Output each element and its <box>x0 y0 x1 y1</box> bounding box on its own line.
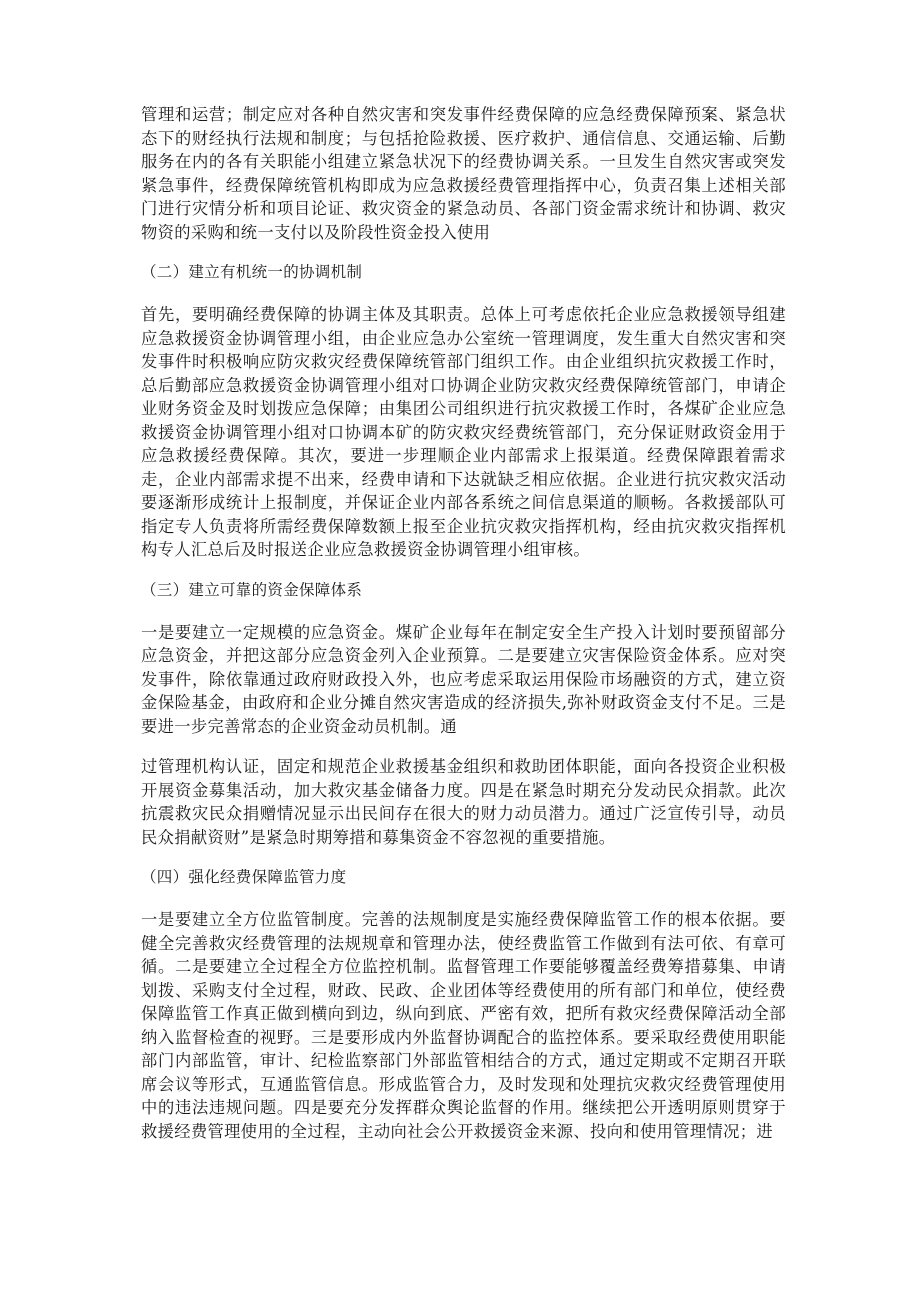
section-heading-supervision: （四）强化经费保障监管力度 <box>141 868 347 886</box>
paragraph-supervision: 一是要建立全方位监管制度。完善的法规制度是实施经费保障监管工作的根本依据。要健全完善救灾经费管理的法规规章和管理办法，使经费监管工作做到有法可依、有章可循。二是要建立全过程全方位监控机制。监督管理工作要能够覆盖经费筹措募集、申请划拨、采购支付全过程，财政、民政、企业团体等经费使用的所有部门和单位，使经费保障监管工作真正做到横向到边，纵向到底、严密有效，把所有救灾经费保障活动全部纳入监督检查的视野。三是要形成内外监督协调配合的监控体系。要采取经费使用职能部门内部监管，审计、纪检监察部门外部监管相结合的方式，通过定期或不定期召开联席会议等形式，互通监管信息。形成监管合力，及时发现和处理抗灾救灾经费管理使用中的违法违规问题。四是要充分发挥群众舆论监督的作用。继续把公开透明原则贯穿于救援经费管理使用的全过程，主动向社会公开救援资金来源、投向和使用管理情况；进 <box>141 910 786 1141</box>
paragraph-emergency-management: 管理和运营；制定应对各种自然灾害和突发事件经费保障的应急经费保障预案、紧急状态下的财经执行法规和制度；与包括抢险救援、医疗救护、通信信息、交通运输、后勤服务在内的各有关职能小组建立紧急状况下的经费协调关系。一旦发生自然灾害或突发紧急事件，经费保障统管机构即成为应急救援经费管理指挥中心，负责召集上述相关部门进行灾情分析和项目论证、救灾资金的紧急动员、各部门资金需求统计和协调、救灾物资的采购和统一支付以及阶段性资金投入使用 <box>141 105 786 242</box>
paragraph-funding-system-part2: 过管理机构认证，固定和规范企业救援基金组织和救助团体职能，面向各投资企业积极开展资金募集活动，加大救灾基金储备力度。四是在紧急时期充分发动民众捐款。此次抗震救灾民众捐赠情况显示出民间存在很大的财力动员潜力。通过广泛宣传引导，动员民众捐献资财”是紧急时期筹措和募集资金不容忽视的重要措施。 <box>141 757 786 847</box>
section-heading-funding-system: （三）建立可靠的资金保障体系 <box>141 580 363 599</box>
paragraph-funding-system-part1: 一是要建立一定规模的应急资金。煤矿企业每年在制定安全生产投入计划时要预留部分应急资金，并把这部分应急资金列入企业预算。二是要建立灾害保险资金体系。应对突发事件，除依靠通过政府财政投入外，也应考虑采取运用保险市场融资的方式，建立资金保险基金，由政府和企业分摊自然灾害造成的经济损失,弥补财政资金支付不足。三是要进一步完善常态的企业资金动员机制。通 <box>141 622 786 736</box>
section-heading-coordination: （二）建立有机统一的协调机制 <box>141 263 363 281</box>
paragraph-coordination-mechanism: 首先，要明确经费保障的协调主体及其职责。总体上可考虑依托企业应急救援领导组建应急救援资金协调管理小组，由企业应急办公室统一管理调度，发生重大自然灾害和突发事件时积极响应防灾救灾经费保障统管部门组织工作。由企业组织抗灾救援工作时，总后勤部应急救援资金协调管理小组对口协调企业防灾救灾经费保障统管部门，申请企业财务资金及时划拨应急保障；由集团公司组织进行抗灾救援工作时，各煤矿企业应急救援资金协调管理小组对口协调本矿的防灾救灾经费统管部门，充分保证财政资金用于应急救援经费保障。其次，要进一步理顺企业内部需求上报渠道。经费保障跟着需求走，企业内部需求提不出来，经费申请和下达就缺乏相应依据。企业进行抗灾救灾活动要逐渐形成统计上报制度，并保证企业内部各系统之间信息渠道的顺畅。各救援部队可指定专人负责将所需经费保障数额上报至企业抗灾救灾指挥机构，经由抗灾救灾指挥机构专人汇总后及时报送企业应急救援资金协调管理小组审核。 <box>141 305 786 559</box>
document-page <box>141 103 786 1143</box>
